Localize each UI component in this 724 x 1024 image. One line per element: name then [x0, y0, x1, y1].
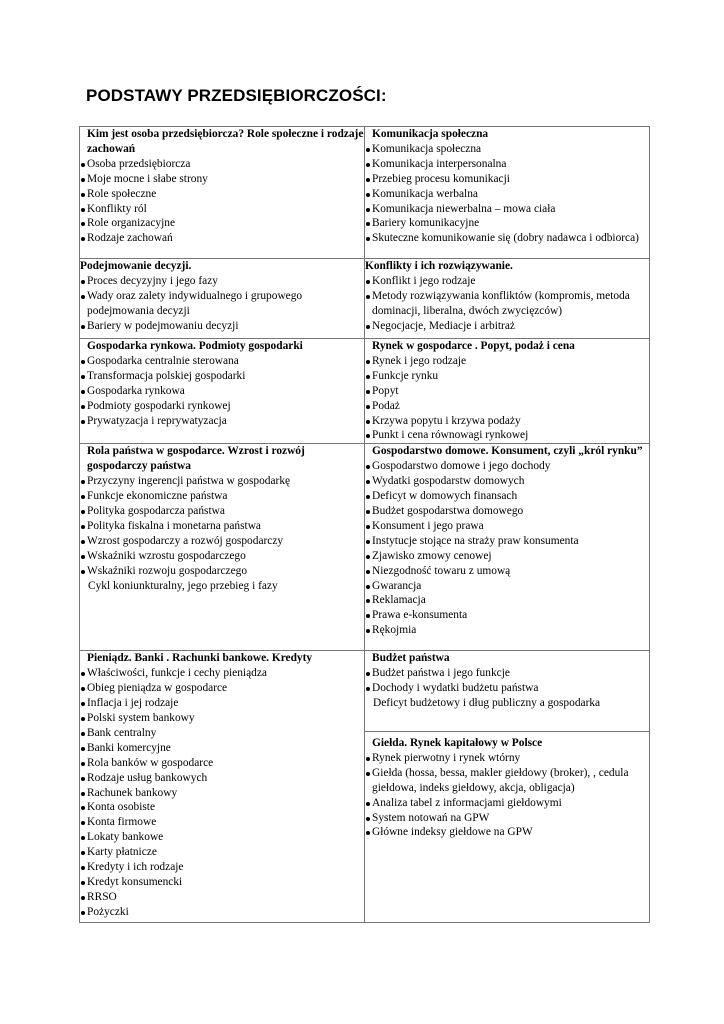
bullet-list: [365, 354, 649, 443]
cell-heading: Rola państwa w gospodarce. Wzrost i rozwój gospodarczy państwa: [87, 445, 305, 473]
topics-table: [79, 126, 650, 923]
list-item: Skuteczne komunikowanie się (dobry nadawca i odbiorca): [365, 231, 649, 246]
list-item: Gospodarka rynkowa: [80, 384, 364, 399]
list-item: Gospodarka centralnie sterowana: [80, 354, 364, 369]
table-row: [80, 339, 650, 444]
list-item: Komunikacja werbalna: [365, 187, 649, 202]
list-item: Krzywa popytu i krzywa podaży: [365, 414, 649, 429]
cell-heading: Rynek w gospodarce . Popyt, podaż i cena: [372, 340, 575, 352]
cell-heading: Budżet państwa: [372, 652, 450, 665]
list-item: Pożyczki: [80, 905, 364, 920]
list-item: Transformacja polskiej gospodarki: [80, 369, 364, 384]
table-row: [80, 651, 650, 923]
list-item: Dochody i wydatki budżetu państwa: [365, 681, 649, 696]
list-item: Gospodarstwo domowe i jego dochody: [365, 459, 649, 474]
topic-cell-left: [80, 444, 365, 651]
list-item: Przebieg procesu komunikacji: [365, 172, 649, 187]
list-item: Komunikacja interpersonalna: [365, 157, 649, 172]
bullet-list: [365, 459, 649, 638]
list-item: Punkt i cena równowagi rynkowej: [365, 428, 649, 443]
list-item: Główne indeksy giełdowe na GPW: [365, 825, 649, 840]
list-item: Rękojmia: [365, 623, 649, 638]
table-row: [80, 127, 650, 259]
list-item: Rola banków w gospodarce: [80, 756, 364, 771]
list-item: Proces decyzyjny i jego fazy: [80, 274, 364, 289]
bullet-list: [80, 474, 364, 578]
cell-heading: Gospodarstwo domowe. Konsument, czyli „król rynku”: [372, 445, 643, 458]
list-item: Obieg pieniądza w gospodarce: [80, 681, 364, 696]
list-item: Przyczyny ingerencji państwa w gospodarkę: [80, 474, 364, 489]
topic-cell-right: [365, 259, 650, 339]
bullet-list: [80, 666, 364, 919]
list-item: Rachunek bankowy: [80, 786, 364, 801]
list-item: Role organizacyjne: [80, 216, 364, 231]
list-item: Konta osobiste: [80, 800, 364, 815]
list-item: Bariery komunikacyjne: [365, 216, 649, 231]
cell-heading: Konflikty i ich rozwiązywanie.: [365, 260, 513, 272]
list-item: Podaż: [365, 399, 649, 414]
list-item: Osoba przedsiębiorcza: [80, 157, 364, 172]
list-item: Zjawisko zmowy cenowej: [365, 549, 649, 564]
topic-cell-right: [365, 127, 650, 259]
list-item: Inflacja i jej rodzaje: [80, 696, 364, 711]
list-note: Deficyt budżetowy i dług publiczny a gospodarka: [373, 697, 601, 710]
list-item: Metody rozwiązywania konfliktów (kompromis, metoda dominacji, liberalna, dwóch zwycięzców): [365, 289, 649, 319]
list-item: Popyt: [365, 384, 649, 399]
cell-heading: Gospodarka rynkowa. Podmioty gospodarki: [87, 340, 303, 352]
list-item: Podmioty gospodarki rynkowej: [80, 399, 364, 414]
list-note: Cykl koniunkturalny, jego przebieg i fazy: [88, 579, 278, 592]
list-item: Polityka fiskalna i monetarna państwa: [80, 519, 364, 534]
list-item: Banki komercyjne: [80, 741, 364, 756]
list-item: Budżet gospodarstwa domowego: [365, 504, 649, 519]
topic-cell-left: [80, 259, 365, 339]
list-item: Funkcje ekonomiczne państwa: [80, 489, 364, 504]
topic-cell-left: [80, 339, 365, 444]
list-item: Prawa e-konsumenta: [365, 608, 649, 623]
list-item: Analiza tabel z informacjami giełdowymi: [365, 796, 649, 811]
topic-cell-left: [80, 127, 365, 259]
bullet-list: [365, 666, 649, 696]
bullet-list: [80, 274, 364, 334]
list-item: Komunikacja społeczna: [365, 142, 649, 157]
list-item: RRSO: [80, 890, 364, 905]
list-item: Funkcje rynku: [365, 369, 649, 384]
cell-heading: Kim jest osoba przedsiębiorcza? Role społeczne i rodzaje zachowań: [87, 128, 364, 155]
list-item: Rynek i jego rodzaje: [365, 354, 649, 369]
list-item: Giełda (hossa, bessa, makler giełdowy (broker), , cedula giełdowa, indeks giełdowy, akcja, obligacja): [365, 766, 649, 796]
list-item: Deficyt w domowych finansach: [365, 489, 649, 504]
list-item: Wskaźniki wzrostu gospodarczego: [80, 549, 364, 564]
topic-cell-right: [365, 339, 650, 444]
list-item: Polski system bankowy: [80, 711, 364, 726]
bullet-list: [80, 354, 364, 429]
list-item: Rodzaje zachowań: [80, 231, 364, 246]
list-item: Kredyty i ich rodzaje: [80, 860, 364, 875]
list-item: Właściwości, funkcje i cechy pieniądza: [80, 666, 364, 681]
bullet-list: [80, 157, 364, 246]
topic-cell-right: [365, 651, 650, 923]
list-item: Konflikt i jego rodzaje: [365, 274, 649, 289]
cell-heading: Komunikacja społeczna: [372, 128, 489, 140]
list-item: Niezgodność towaru z umową: [365, 564, 649, 579]
list-item: Negocjacje, Mediacje i arbitraż: [365, 319, 649, 334]
bullet-list: [365, 274, 649, 334]
list-item: Gwarancja: [365, 579, 649, 594]
cell-heading: Podejmowanie decyzji.: [80, 260, 192, 272]
list-item: Wskaźniki rozwoju gospodarczego: [80, 564, 364, 579]
bullet-list: [365, 142, 649, 246]
list-item: Instytucje stojące na straży praw konsumenta: [365, 534, 649, 549]
list-item: Budżet państwa i jego funkcje: [365, 666, 649, 681]
list-item: Moje mocne i słabe strony: [80, 172, 364, 187]
cell-divider: [365, 711, 649, 732]
topic-cell-left: [80, 651, 365, 923]
list-item: Role społeczne: [80, 187, 364, 202]
list-item: Rodzaje usług bankowych: [80, 771, 364, 786]
list-item: Konta firmowe: [80, 815, 364, 830]
list-item: Wady oraz zalety indywidualnego i grupowego podejmowania decyzji: [80, 289, 364, 319]
page-title: PODSTAWY PRZEDSIĘBIORCZOŚCI:: [86, 86, 387, 105]
list-item: Bariery w podejmowaniu decyzji: [80, 319, 364, 334]
list-item: System notowań na GPW: [365, 811, 649, 826]
cell-heading: Pieniądz. Banki . Rachunki bankowe. Kredyty: [87, 652, 313, 665]
table-row: [80, 444, 650, 651]
list-item: Reklamacja: [365, 593, 649, 608]
list-item: Prywatyzacja i reprywatyzacja: [80, 414, 364, 429]
list-item: Konflikty ról: [80, 202, 364, 217]
table-row: [80, 259, 650, 339]
list-item: Kredyt konsumencki: [80, 875, 364, 890]
list-item: Wydatki gospodarstw domowych: [365, 474, 649, 489]
list-item: Konsument i jego prawa: [365, 519, 649, 534]
list-item: Karty płatnicze: [80, 845, 364, 860]
list-item: Komunikacja niewerbalna – mowa ciała: [365, 202, 649, 217]
bullet-list: [365, 751, 649, 840]
cell-heading: Giełda. Rynek kapitałowy w Polsce: [372, 736, 543, 749]
list-item: Lokaty bankowe: [80, 830, 364, 845]
list-item: Bank centralny: [80, 726, 364, 741]
topic-cell-right: [365, 444, 650, 651]
list-item: Polityka gospodarcza państwa: [80, 504, 364, 519]
list-item: Wzrost gospodarczy a rozwój gospodarczy: [80, 534, 364, 549]
list-item: Rynek pierwotny i rynek wtórny: [365, 751, 649, 766]
